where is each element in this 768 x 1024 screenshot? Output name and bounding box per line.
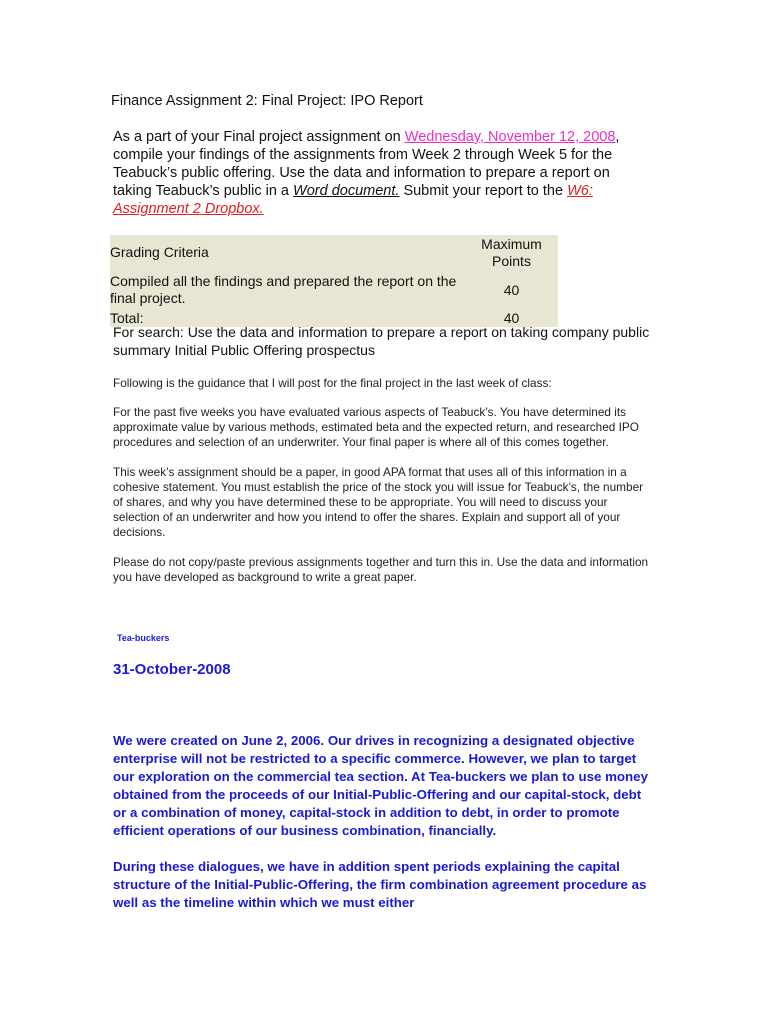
guidance-section <box>113 376 653 600</box>
criteria-cell: Compiled all the findings and prepared the report on the final project. <box>110 273 457 306</box>
intro-paragraph <box>113 128 648 218</box>
intro-text-1: As a part of your Final project assignment on <box>113 129 405 145</box>
intro-text-3: Submit your report to the <box>399 183 568 199</box>
points-cell: 40 <box>503 281 520 298</box>
search-note <box>113 324 653 359</box>
due-date-link[interactable]: Wednesday, November 12, 2008 <box>404 129 616 145</box>
total-points-cell: 40 <box>503 310 520 326</box>
grading-criteria-header: Grading Criteria <box>110 244 209 260</box>
word-document-link[interactable]: Word document. <box>293 183 400 199</box>
search-note-line: For search: Use the data and information to prepare a report on taking company public <box>113 324 650 340</box>
document-title: Finance Assignment 2: Final Project: IPO Report <box>111 93 423 109</box>
report-paragraph: We were created on June 2, 2006. Our drives in recognizing a designated objective enterprise will not be restricted to a specific commerce. However, we plan to target our exploration on the commercial tea section. At Tea-buckers we plan to use money obtained from the proceeds of our Initial-Public-Offering and our capital-stock, debt or a combination of money, capital-stock in addition to debt, in order to promote efficient operations of our business combination, financially. <box>113 733 648 838</box>
table-row <box>110 270 558 310</box>
report-paragraph: During these dialogues, we have in addition spent periods explaining the capital structure of the Initial-Public-Offering, the firm combination agreement procedure as well as the timeline within which we must either <box>113 859 647 910</box>
report-body <box>113 732 658 930</box>
guidance-paragraph: This week’s assignment should be a paper, in good APA format that uses all of this information in a cohesive statement. You must establish the price of the stock you will issue for Teabuck’s, the number of shares, and why you have determined these to be appropriate. You will need to discuss your selection of an underwriter and how you intend to offer the shares. Explain and support all of your decisions. <box>113 465 644 539</box>
intro-text-2: , compile your findings of the assignments from Week 2 through Week 5 for the Teabuck’s public offering. Use the data and information to prepare a report on taking Teabuck’s public in a <box>113 129 620 199</box>
report-date: 31-October-2008 <box>113 661 231 678</box>
company-name: Tea-buckers <box>117 633 170 643</box>
max-points-header: Maximum Points <box>481 235 542 269</box>
guidance-intro: Following is the guidance that I will post for the final project in the last week of class: <box>113 376 552 390</box>
total-label-cell: Total: <box>110 310 144 326</box>
grading-table <box>110 235 558 327</box>
dropbox-link[interactable]: W6: Assignment 2 Dropbox. <box>113 183 593 217</box>
guidance-paragraph: Please do not copy/paste previous assignments together and turn this in. Use the data and information you have developed as background to write a great paper. <box>113 555 649 584</box>
guidance-paragraph: For the past five weeks you have evaluated various aspects of Teabuck’s. You have determined its approximate value by various methods, estimated beta and the expected return, and researched IPO procedures and selection of an underwriter. Your final paper is where all of this comes together. <box>113 405 639 449</box>
search-note-line: summary Initial Public Offering prospectus <box>113 341 375 358</box>
grading-header-row <box>110 235 558 270</box>
